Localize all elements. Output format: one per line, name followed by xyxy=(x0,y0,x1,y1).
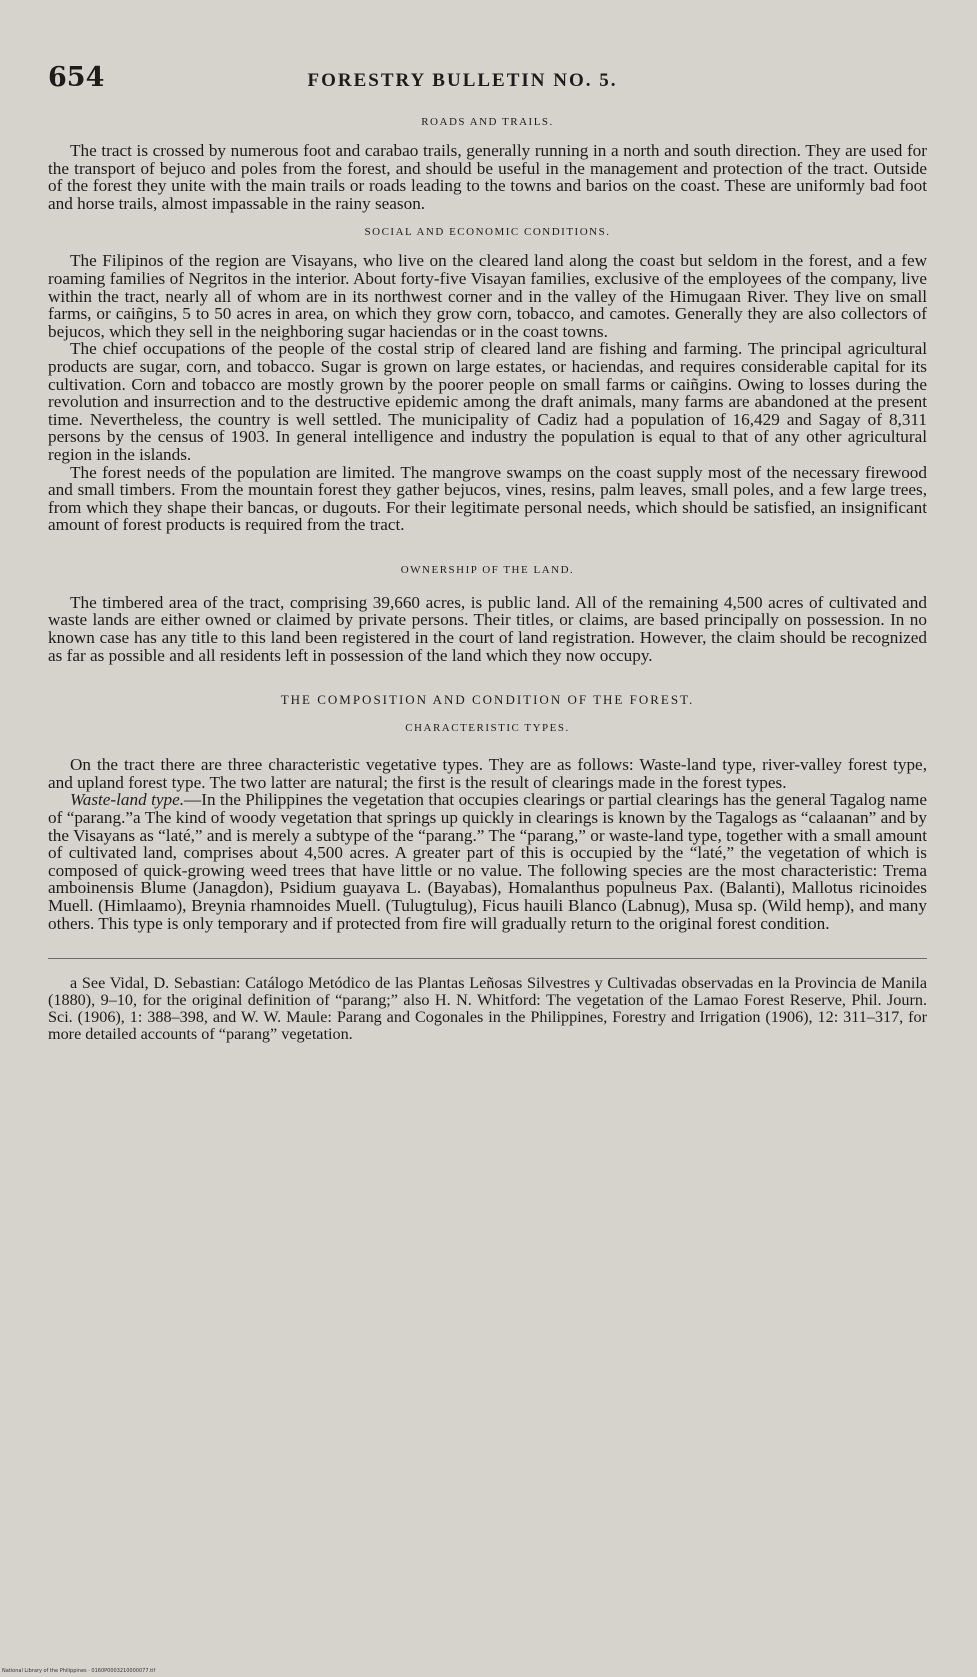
page-number: 654 xyxy=(48,62,105,93)
paragraph-types: On the tract there are three characteristic vegetative types. They are as follows: Waste-land type, river-valley forest type, and upland forest type. The two latter are natural; the first is the result of clearings made in the forest types. xyxy=(48,755,927,792)
paragraph-ownership: The timbered area of the tract, comprising 39,660 acres, is public land. All of the remaining 4,500 acres of cultivated and waste lands are either owned or claimed by private persons. Their titles, or claims, are based principally on possession. In no known case has any title to this land been registered in the court of land registration. However, the claim should be recognized as far as possible and all residents left in possession of the land which they now occupy. xyxy=(48,592,927,665)
section-heading-roads: ROADS AND TRAILS. xyxy=(421,116,554,128)
waste-land-lead: Waste-land type. xyxy=(70,790,185,810)
footnote-divider xyxy=(48,958,927,959)
section-heading-social: SOCIAL AND ECONOMIC CONDITIONS. xyxy=(364,226,611,239)
waste-land-text: —In the Philippines the vegetation that occupies clearings or partial clearings has the general Tagalog name of “parang.”a The kind of woody vegetation that springs up quickly in clearings is known by the Tagalogs as “calaanan” and by the Visayans as “laté,” and is merely a subtype of the “parang.” The “parang,” or waste-land type, together with a small amount of cultivated land, comprises about 4,500 acres. A greater part of this is occupied by the “laté,” the vegetation of which is composed of quick-growing weed trees that have little or no value. The following species are the most characteristic: Trema amboinensis Blume (Janagdon), Psidium guayava L. (Bayabas), Homalanthus populneus Pax. (Balanti), Mallotus ricinoides Muell. (Himlaamo), Breynia rhamnoides Muell. (Tulugtulug), Ficus hauili Blanco (Labnug), Musa sp. (Wild hemp), and many others. This type is only temporary and if protected from fire will gradually return to the original forest condition. xyxy=(48,790,927,933)
page-header xyxy=(48,62,927,102)
paragraph-waste-land xyxy=(48,791,927,932)
major-heading-composition: THE COMPOSITION AND CONDITION OF THE FOREST. xyxy=(280,692,695,708)
paragraph-social-3: The forest needs of the population are limited. The mangrove swamps on the coast supply most of the necessary firewood and small timbers. From the mountain forest they gather bejucos, vines, resins, palm leaves, small poles, and a few large trees, from which they shape their bancas, or dugouts. For their legitimate personal needs, which should be satisfied, an insignificant amount of forest products is required from the tract. xyxy=(48,462,927,535)
section-heading-ownership: OWNERSHIP OF THE LAND. xyxy=(400,563,575,576)
subheading-characteristic-types: CHARACTERISTIC TYPES. xyxy=(405,722,570,735)
paragraph-social-1: The Filipinos of the region are Visayans, who live on the cleared land along the coast but seldom in the forest, and a few roaming families of Negritos in the interior. About forty-five Visayan families, exclusive of the employees of the company, live within the tract, nearly all of whom are in its northwest corner and in the valley of the Himugaan River. They live on small farms, or caiñgins, 5 to 50 acres in area, on which they grow corn, tobacco, and camotes. Generally they are also collectors of bejucos, which they sell in the neighboring sugar haciendas or in the coast towns. xyxy=(48,251,927,341)
paragraph-roads: The tract is crossed by numerous foot and carabao trails, generally running in a north and south direction. They are used for the transport of bejuco and poles from the forest, and should be useful in the management and protection of the tract. Outside of the forest they unite with the main trails or roads leading to the towns and barios on the coast. These are uniformly bad foot and horse trails, almost impassable in the rainy season. xyxy=(48,141,927,213)
footnote: a See Vidal, D. Sebastian: Catálogo Metódico de las Plantas Leñosas Silvestres y Cultivadas observadas en la Provincia de Manila (1880), 9–10, for the original definition of “parang;” also H. N. Whitford: The vegetation of the Lamao Forest Reserve, Phil. Journ. Sci. (1906), 1: 388–398, and W. W. Maule: Parang and Cogonales in the Philippines, Forestry and Irrigation (1906), 12: 311–317, for more detailed accounts of “parang” vegetation. xyxy=(48,974,927,1044)
library-stamp: National Library of the Philippines · 0160P0003210000077.tif xyxy=(2,1668,156,1674)
running-head: FORESTRY BULLETIN NO. 5. xyxy=(307,70,618,91)
paragraph-social-2: The chief occupations of the people of the costal strip of cleared land are fishing and farming. The principal agricultural products are sugar, corn, and tobacco. Sugar is grown on large estates, or haciendas, and requires considerable capital for its cultivation. Corn and tobacco are mostly grown by the poorer people on small farms or caiñgins. Owing to losses during the revolution and insurrection and to the destructive epidemic among the draft animals, many farms are abandoned at the present time. Nevertheless, the country is well settled. The municipality of Cadiz had a population of 16,429 and Sagay of 8,311 persons by the census of 1903. In general intelligence and industry the population is equal to that of any other agricultural region in the islands. xyxy=(48,339,927,464)
